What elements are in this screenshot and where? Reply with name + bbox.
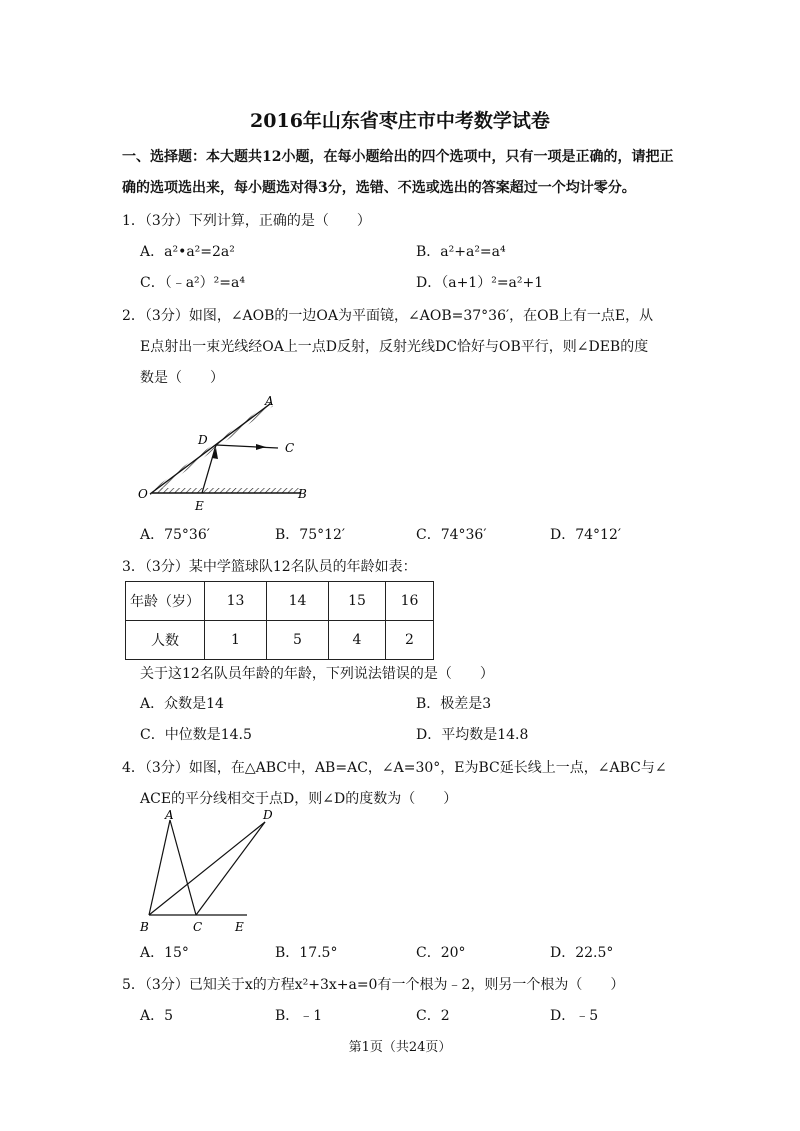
q4-option-d: D．22.5° [550, 945, 614, 961]
table-cell: 15 [329, 582, 386, 621]
table-cell: 年龄（岁） [126, 582, 205, 621]
q5-option-a: A．5 [140, 1008, 174, 1024]
q2-label-d: D [198, 433, 208, 447]
table-cell: 16 [386, 582, 434, 621]
q2-option-c: C．74°36′ [416, 527, 487, 543]
q4-label-d: D [263, 808, 273, 822]
table-cell: 4 [329, 621, 386, 660]
q2-label-o: O [138, 487, 148, 501]
q1-option-a: A．a²•a²=2a² [140, 244, 235, 260]
table-cell: 13 [205, 582, 267, 621]
q2-option-a: A．75°36′ [140, 527, 210, 543]
table-row [126, 582, 434, 621]
q4-label-c: C [193, 920, 203, 934]
q5-option-d: D．﹣5 [550, 1008, 599, 1024]
q2-option-b: B．75°12′ [275, 527, 346, 543]
q1-stem: 1．（3分）下列计算，正确的是（ ） [122, 213, 371, 229]
q4-label-b: B [140, 920, 149, 934]
q4-label-a: A [165, 808, 174, 822]
q2-stem-line1: 2．（3分）如图，∠AOB的一边OA为平面镜，∠AOB=37°36′，在OB上有一点E，从 [122, 308, 654, 324]
q4-option-b: B．17.5° [275, 945, 338, 961]
q4-stem-line2: ACE的平分线相交于点D，则∠D的度数为（ ） [140, 791, 458, 807]
table-cell: 14 [267, 582, 329, 621]
q2-stem-line2: E点射出一束光线经OA上一点D反射，反射光线DC恰好与OB平行，则∠DEB的度 [140, 339, 649, 355]
section-heading-line2: 确的选项选出来，每小题选对得3分，选错、不选或选出的答案超过一个均计零分。 [122, 180, 636, 196]
q4-option-c: C．20° [416, 945, 466, 961]
q1-option-c: C．（﹣a²）²=a⁴ [140, 275, 245, 291]
table-row [126, 621, 434, 660]
q2-mirror-figure [130, 390, 310, 515]
q1-option-b: B．a²+a²=a⁴ [416, 244, 506, 260]
q2-label-a: A [265, 394, 274, 408]
q3-stem: 3．（3分）某中学篮球队12名队员的年龄如表： [122, 559, 417, 575]
q4-option-a: A．15° [140, 945, 189, 961]
page-title: 2016年山东省枣庄市中考数学试卷 [250, 110, 550, 132]
q3-age-table [125, 581, 434, 660]
q2-option-d: D．74°12′ [550, 527, 622, 543]
q4-label-e: E [235, 920, 244, 934]
q3-option-b: B．极差是3 [416, 696, 492, 712]
q2-stem-line3: 数是（ ） [140, 370, 224, 386]
q5-option-c: C．2 [416, 1008, 450, 1024]
q5-stem: 5．（3分）已知关于x的方程x²+3x+a=0有一个根为﹣2，则另一个根为（ ） [122, 977, 625, 993]
table-cell: 1 [205, 621, 267, 660]
q1-option-d: D．（a+1）²=a²+1 [416, 275, 544, 291]
q2-label-c: C [285, 441, 295, 455]
q2-label-e: E [195, 499, 204, 513]
q3-option-a: A．众数是14 [140, 696, 224, 712]
page-footer: 第1页（共24页） [348, 1040, 452, 1055]
q4-stem-line1: 4．（3分）如图，在△ABC中，AB=AC，∠A=30°，E为BC延长线上一点，∠ABC与∠ [122, 760, 667, 776]
q2-label-b: B [298, 487, 307, 501]
table-cell: 5 [267, 621, 329, 660]
q3-ask: 关于这12名队员年龄的年龄，下列说法错误的是（ ） [140, 666, 494, 682]
q3-option-d: D．平均数是14.8 [416, 727, 529, 743]
table-cell: 人数 [126, 621, 205, 660]
table-cell: 2 [386, 621, 434, 660]
q5-option-b: B．﹣1 [275, 1008, 323, 1024]
q3-option-c: C．中位数是14.5 [140, 727, 252, 743]
section-heading-line1: 一、选择题：本大题共12小题，在每小题给出的四个选项中，只有一项是正确的，请把正 [122, 149, 674, 165]
q4-triangle-figure [132, 806, 282, 938]
